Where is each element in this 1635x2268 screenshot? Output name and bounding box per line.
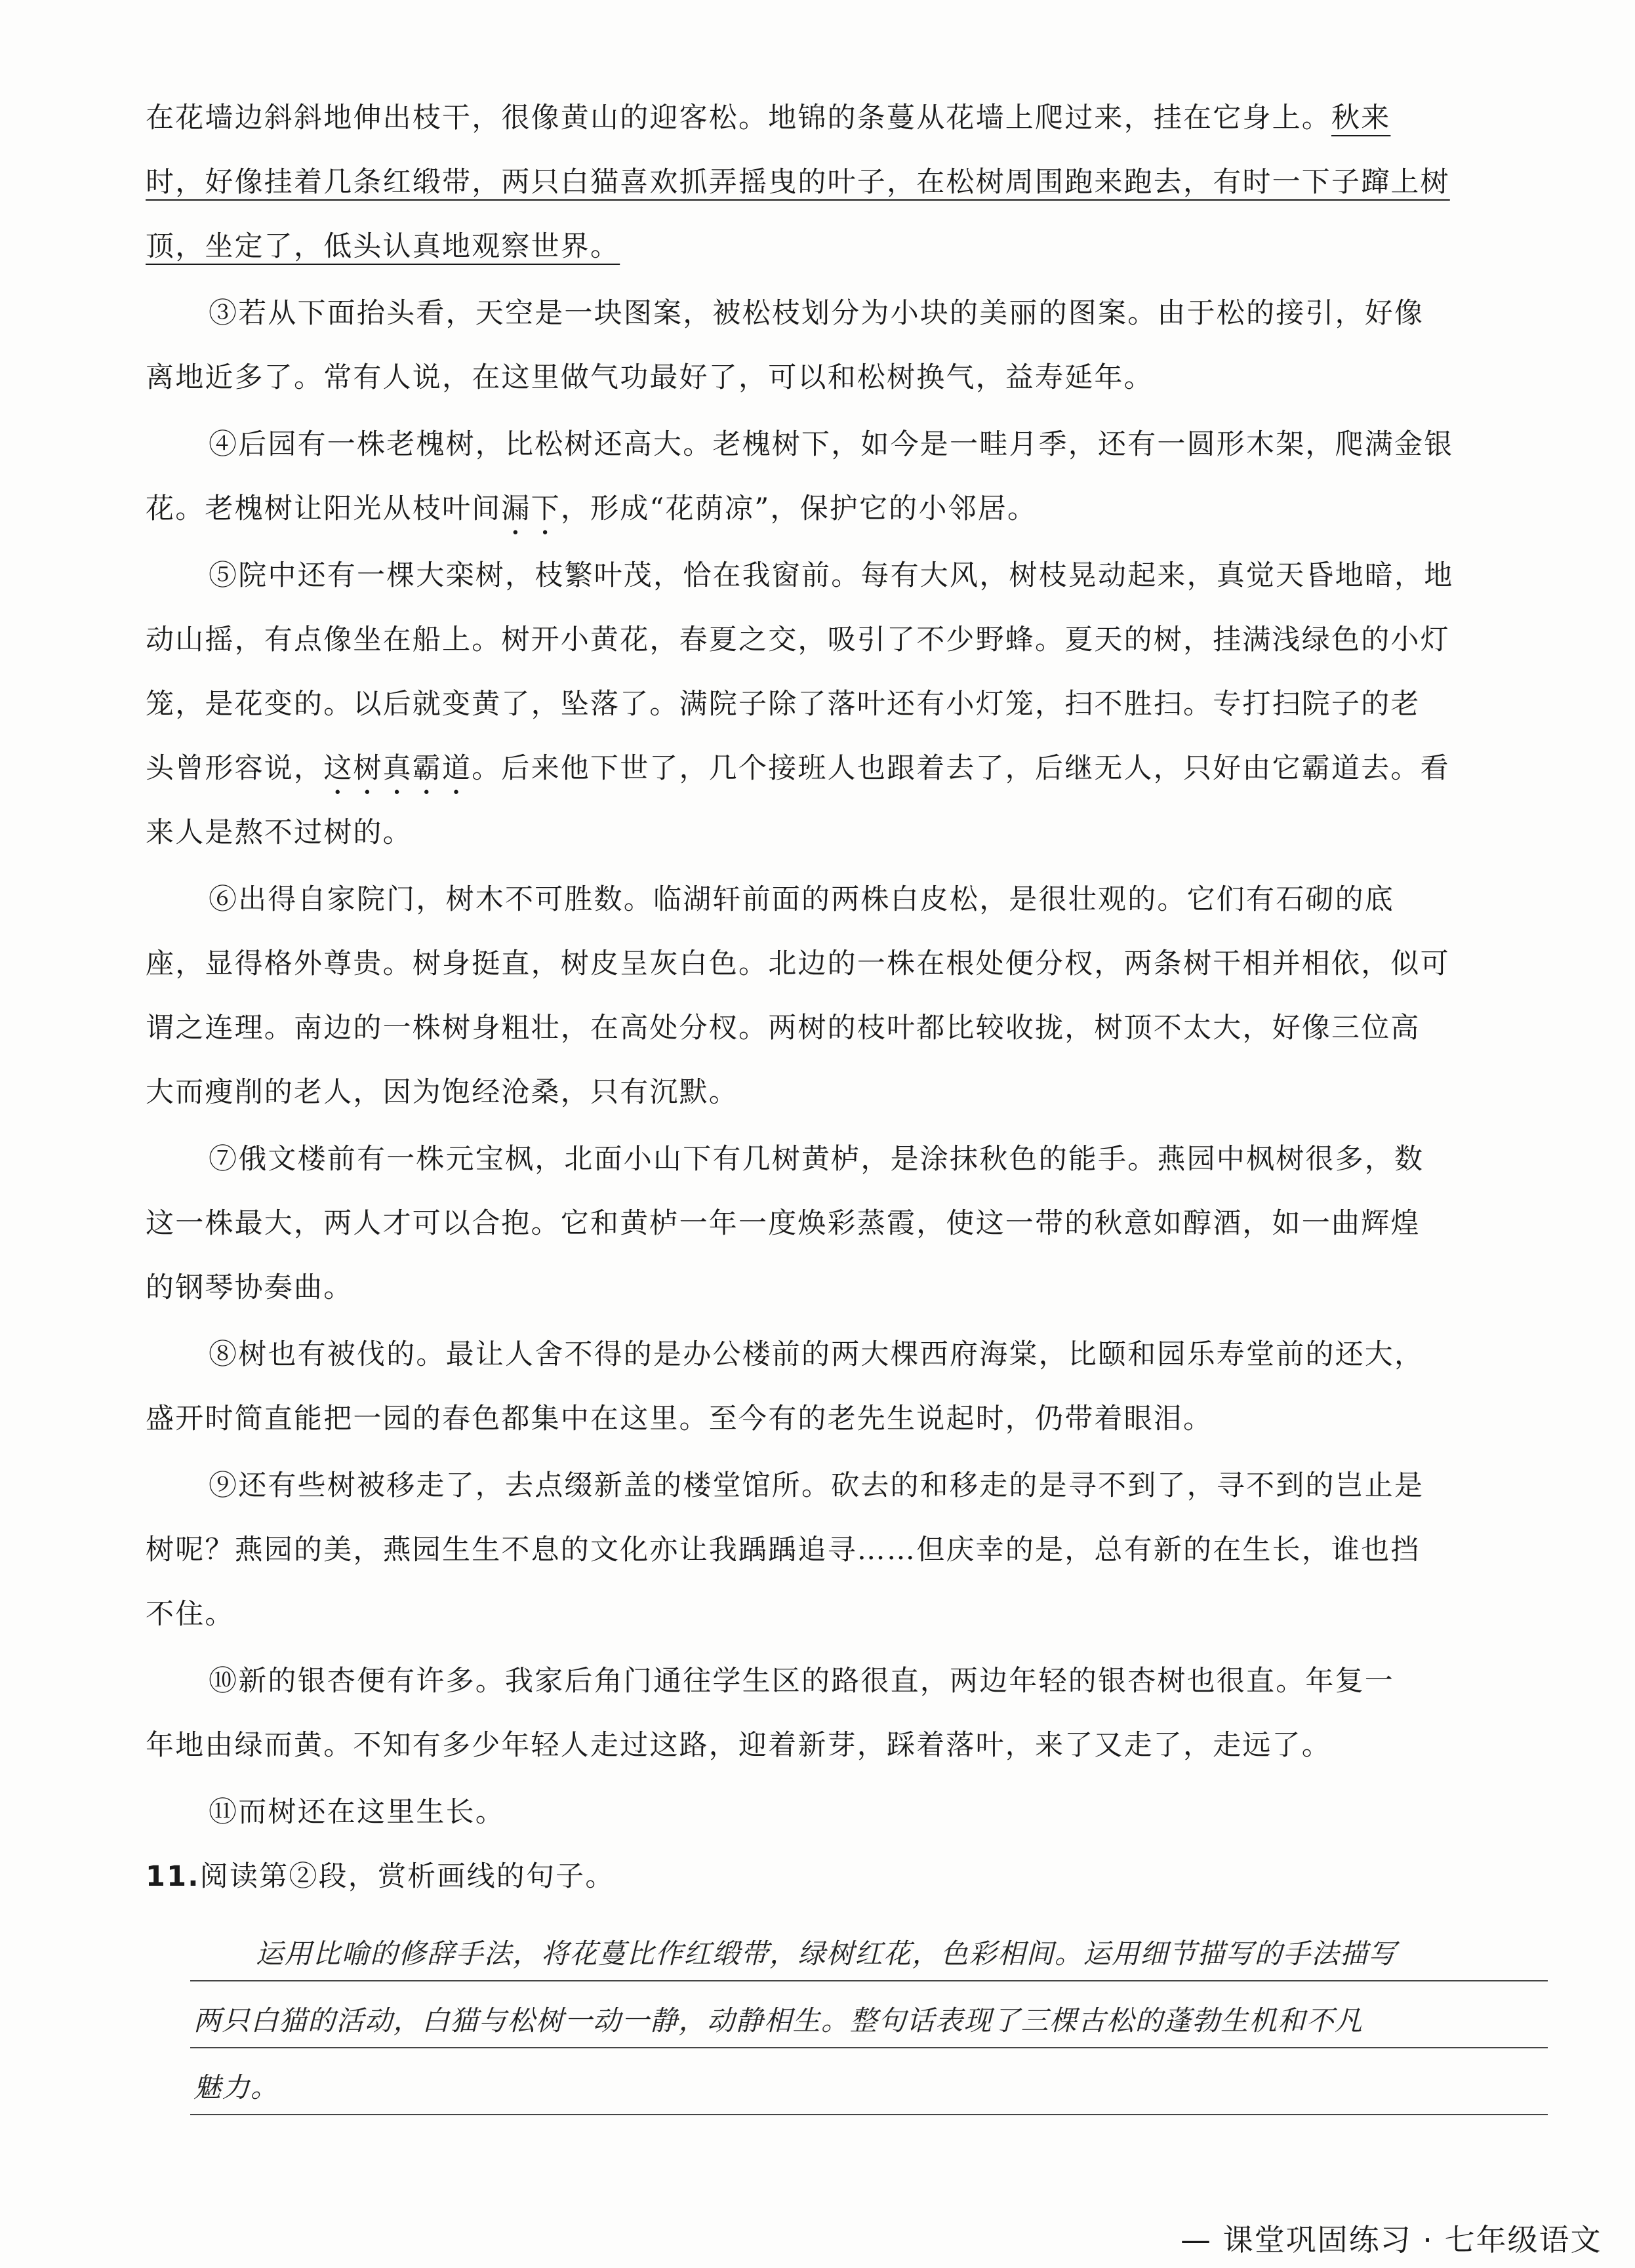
text-line: 谓之连理。南边的一株树身粗壮，在高处分杈。两树的枝叶都比较收拢，树顶不太大，好像三位高 (146, 1012, 1421, 1044)
text-line: 不住。 (146, 1598, 235, 1631)
paragraph-9: ⑨还有些树被移走了，去点缀新盖的楼堂馆所。砍去的和移走的是寻不到了，寻不到的岂止是 (209, 1469, 1424, 1502)
text-segment: 头曾形容说， (146, 752, 324, 785)
answer-rule (190, 2114, 1548, 2115)
answer-rule (190, 2047, 1548, 2048)
text-line: 笼，是花变的。以后就变黄了，坠落了。满院子除了落叶还有小灯笼，扫不胜扫。专打扫院子的老 (146, 688, 1421, 721)
question-number: 11. (146, 1860, 200, 1893)
question-11 (146, 1857, 615, 1896)
text-line: 座，显得格外尊贵。树身挺直，树皮呈灰白色。北边的一株在根处便分杈，两条树干相并相依，似可 (146, 947, 1450, 980)
paragraph-5: ⑤院中还有一棵大栾树，枝繁叶茂，恰在我窗前。每有大风，树枝晃动起来，真觉天昏地暗，地 (209, 559, 1454, 592)
text-line: 在花墙边斜斜地伸出枝干，很像黄山的迎客松。地锦的条蔓从花墙上爬过来，挂在它身上。 (146, 102, 1331, 134)
underlined-sentence: 时，好像挂着几条红缎带，两只白猫喜欢抓弄摇曳的叶子，在松树周围跑来跑去，有时一下子蹿上树 (146, 166, 1450, 199)
paragraph-6: ⑥出得自家院门，树木不可胜数。临湖轩前面的两株白皮松，是很壮观的。它们有石砌的底 (209, 883, 1394, 916)
text-line (146, 227, 620, 266)
answer-line: 运用比喻的修辞手法，将花蔓比作红缎带，绿树红花，色彩相间。运用细节描写的手法描写 (256, 1938, 1398, 1970)
text-line: 动山摇，有点像坐在船上。树开小黄花，春夏之交，吸引了不少野蜂。夏天的树，挂满浅绿色的小灯 (146, 624, 1450, 656)
paragraph-11: ⑪而树还在这里生长。 (209, 1796, 505, 1829)
paragraph-8: ⑧树也有被伐的。最让人舍不得的是办公楼前的两大棵西府海棠，比颐和园乐寿堂前的还大， (209, 1338, 1424, 1371)
text-line: 离地近多了。常有人说，在这里做气功最好了，可以和松树换气，益寿延年。 (146, 361, 1154, 394)
text-line: 的钢琴协奏曲。 (146, 1271, 353, 1304)
text-segment: 。后来他下世了，几个接班人也跟着去了，后继无人，只好由它霸道去。看 (472, 752, 1450, 785)
text-segment: ，形成“花荫凉”，保护它的小邻居。 (560, 492, 1038, 525)
text-line: 盛开时简直能把一园的春色都集中在这里。至今有的老先生说起时，仍带着眼泪。 (146, 1403, 1213, 1435)
emphasized-phrase: 这树真霸道 (323, 752, 472, 785)
question-text: 阅读第②段，赏析画线的句子。 (199, 1860, 615, 1893)
text-line: 树呢？燕园的美，燕园生生不息的文化亦让我踽踽追寻……但庆幸的是，总有新的在生长，谁也挡 (146, 1534, 1421, 1566)
paragraph-7: ⑦俄文楼前有一株元宝枫，北面小山下有几树黄栌，是涂抹秋色的能手。燕园中枫树很多，数 (209, 1143, 1424, 1176)
text-line: 大而瘦削的老人，因为饱经沧桑，只有沉默。 (146, 1076, 738, 1109)
text-line (146, 749, 1450, 801)
answer-line: 两只白猫的活动，白猫与松树一动一静，动静相生。整句话表现了三棵古松的蓬勃生机和不凡 (193, 2004, 1363, 2037)
answer-rule (190, 1980, 1548, 1981)
paragraph-2 (146, 98, 1390, 138)
text-line: 年地由绿而黄。不知有多少年轻人走过这路，迎着新芽，踩着落叶，来了又走了，走远了。 (146, 1729, 1331, 1762)
paragraph-4: ④后园有一株老槐树，比松树还高大。老槐树下，如今是一畦月季，还有一圆形木架，爬满金银 (209, 428, 1454, 461)
answer-line: 魅力。 (193, 2071, 279, 2103)
emphasized-word: 漏下 (501, 492, 561, 525)
page-footer: — 课堂巩固练习 · 七年级语文 (1181, 2222, 1602, 2258)
underlined-sentence: 顶，坐定了，低头认真地观察世界。 (146, 230, 620, 263)
text-line: 来人是熬不过树的。 (146, 816, 413, 849)
paragraph-3: ③若从下面抬头看，天空是一块图案，被松枝划分为小块的美丽的图案。由于松的接引，好像 (209, 297, 1424, 330)
underlined-sentence: 秋来 (1331, 102, 1391, 134)
paragraph-10: ⑩新的银杏便有许多。我家后角门通往学生区的路很直，两边年轻的银杏树也很直。年复一 (209, 1665, 1394, 1698)
text-line: 这一株最大，两人才可以合抱。它和黄栌一年一度焕彩蒸霞，使这一带的秋意如醇酒，如一曲辉煌 (146, 1207, 1421, 1240)
text-segment: 花。老槐树让阳光从枝叶间 (146, 492, 502, 525)
text-line (146, 489, 1037, 542)
